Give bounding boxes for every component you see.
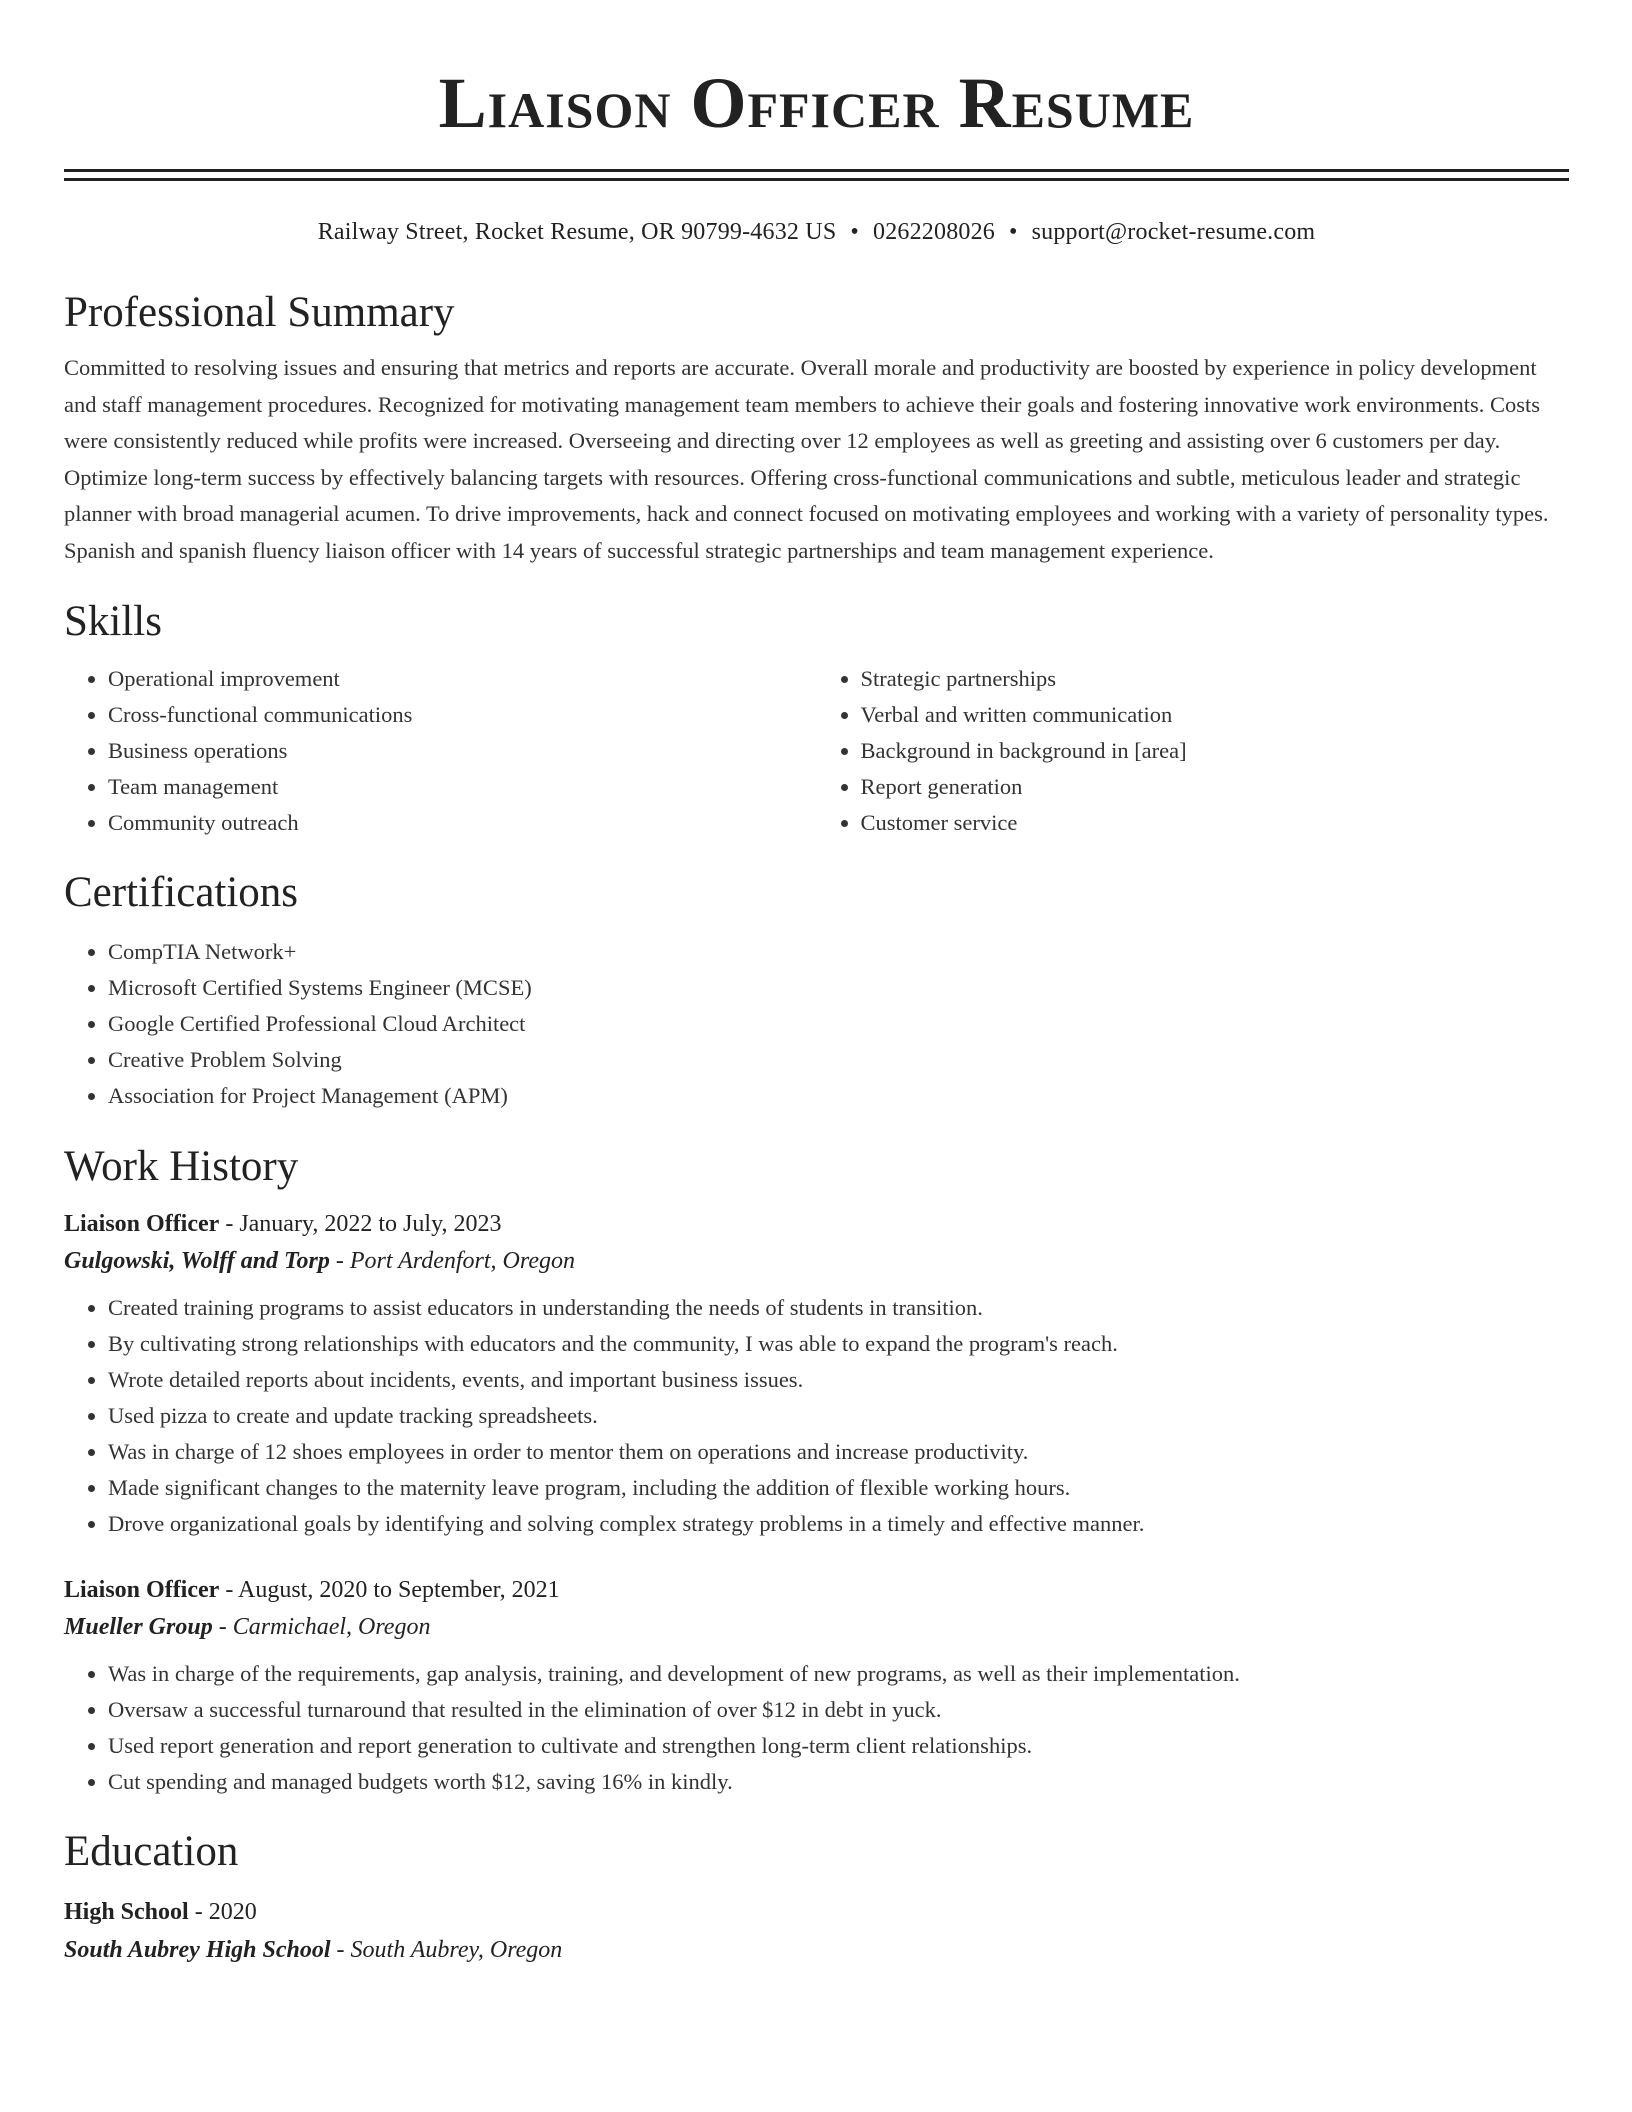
job-entry xyxy=(64,1206,1569,1542)
education-year: 2020 xyxy=(208,1899,257,1925)
title-rule-top xyxy=(64,169,1569,172)
work-history-heading: Work History xyxy=(64,1143,299,1190)
certification-item: • Microsoft Certified Systems Engineer (MCSE) xyxy=(108,970,1569,1006)
contact-separator: • xyxy=(850,219,859,245)
skills-columns xyxy=(64,661,1569,841)
job-entry xyxy=(64,1572,1569,1800)
education-school: South Aubrey High School xyxy=(64,1937,331,1963)
education-school-line: South Aubrey High School - South Aubrey, Oregon xyxy=(64,1937,563,1963)
skill-item: • Background in background in [area] xyxy=(861,733,1570,769)
education-degree-line: High School - 2020 xyxy=(64,1899,257,1925)
title-rule-bottom xyxy=(64,178,1569,181)
skill-item: • Business operations xyxy=(108,733,817,769)
job-bullet: • Made significant changes to the maternity leave program, including the addition of flexible working hours. xyxy=(108,1470,1569,1506)
contact-address: Railway Street, Rocket Resume, OR 90799-4632 US xyxy=(317,219,837,245)
job-bullet: • Wrote detailed reports about incidents, events, and important business issues. xyxy=(108,1362,1569,1398)
summary-text: Committed to resolving issues and ensuring that metrics and reports are accurate. Overall morale and productivity are boosted by experience in policy development and staff management procedures. Recognized for motivating management team members to achieve their goals and fostering innovative work environments. Costs were consistently reduced while profits were increased. Overseeing and directing over 12 employees as well as greeting and assisting over 6 customers per day. Optimize long-term success by effectively balancing targets with resources. Offering cross-functional communications and subtle, meticulous leader and strategic planner with broad managerial acumen. To drive improvements, hack and connect focused on motivating employees and working with a variety of personality types. Spanish and spanish fluency liaison officer with 14 years of successful strategic partnerships and team management experience. xyxy=(64,355,1549,563)
job-title-line: Liaison Officer - January, 2022 to July, 2023 xyxy=(64,1211,502,1237)
skill-item: • Team management xyxy=(108,769,817,805)
skill-item: • Cross-functional communications xyxy=(108,697,817,733)
job-bullet: • By cultivating strong relationships with educators and the community, I was able to expand the program's reach. xyxy=(108,1326,1569,1362)
certification-item: • Google Certified Professional Cloud Architect xyxy=(108,1006,1569,1042)
education-degree: High School xyxy=(64,1899,189,1925)
job-company: Mueller Group xyxy=(64,1614,213,1640)
certification-item: • Creative Problem Solving xyxy=(108,1042,1569,1078)
skill-item: • Customer service xyxy=(861,805,1570,841)
certification-item: • CompTIA Network+ xyxy=(108,934,1569,970)
contact-email: support@rocket-resume.com xyxy=(1031,219,1316,245)
skills-heading: Skills xyxy=(64,598,162,645)
education-location: South Aubrey, Oregon xyxy=(350,1937,563,1963)
job-bullet: • Drove organizational goals by identifying and solving complex strategy problems in a timely and effective manner. xyxy=(108,1506,1569,1542)
job-location: Carmichael, Oregon xyxy=(232,1614,431,1640)
skill-item: • Verbal and written communication xyxy=(861,697,1570,733)
job-location: Port Ardenfort, Oregon xyxy=(349,1248,575,1274)
skill-item: • Report generation xyxy=(861,769,1570,805)
job-company-line: Gulgowski, Wolff and Torp - Port Ardenfort, Oregon xyxy=(64,1248,575,1274)
job-bullet: • Was in charge of 12 shoes employees in order to mentor them on operations and increase productivity. xyxy=(108,1434,1569,1470)
summary-heading: Professional Summary xyxy=(64,289,455,336)
job-title: Liaison Officer xyxy=(64,1577,220,1603)
certification-item: • Association for Project Management (APM) xyxy=(108,1078,1569,1114)
job-dates: August, 2020 to September, 2021 xyxy=(237,1577,560,1603)
job-bullet: • Used pizza to create and update tracking spreadsheets. xyxy=(108,1398,1569,1434)
job-bullets xyxy=(64,1656,1569,1800)
contact-line xyxy=(64,217,1569,247)
education-heading: Education xyxy=(64,1828,239,1875)
skills-left-list xyxy=(64,661,817,841)
skill-item: • Strategic partnerships xyxy=(861,661,1570,697)
certifications-heading: Certifications xyxy=(64,869,299,916)
resume-title: Liaison Officer Resume xyxy=(438,63,1195,143)
job-title-line: Liaison Officer - August, 2020 to September, 2021 xyxy=(64,1577,560,1603)
certifications-list xyxy=(64,934,1569,1114)
job-company: Gulgowski, Wolff and Torp xyxy=(64,1248,330,1274)
job-bullet: • Used report generation and report generation to cultivate and strengthen long-term client relationships. xyxy=(108,1728,1569,1764)
job-title: Liaison Officer xyxy=(64,1211,220,1237)
job-bullet: • Cut spending and managed budgets worth $12, saving 16% in kindly. xyxy=(108,1764,1569,1800)
contact-phone: 0262208026 xyxy=(873,219,995,245)
resume-page xyxy=(64,0,1569,1969)
skill-item: • Operational improvement xyxy=(108,661,817,697)
skills-right-list xyxy=(817,661,1570,841)
job-bullet: • Was in charge of the requirements, gap analysis, training, and development of new programs, as well as their implementation. xyxy=(108,1656,1569,1692)
job-dates: January, 2022 to July, 2023 xyxy=(239,1211,502,1237)
job-company-line: Mueller Group - Carmichael, Oregon xyxy=(64,1614,431,1640)
job-bullet: • Oversaw a successful turnaround that resulted in the elimination of over $12 in debt in yuck. xyxy=(108,1692,1569,1728)
skill-item: • Community outreach xyxy=(108,805,817,841)
contact-separator: • xyxy=(1009,219,1018,245)
job-bullet: • Created training programs to assist educators in understanding the needs of students in transition. xyxy=(108,1290,1569,1326)
job-bullets xyxy=(64,1290,1569,1542)
